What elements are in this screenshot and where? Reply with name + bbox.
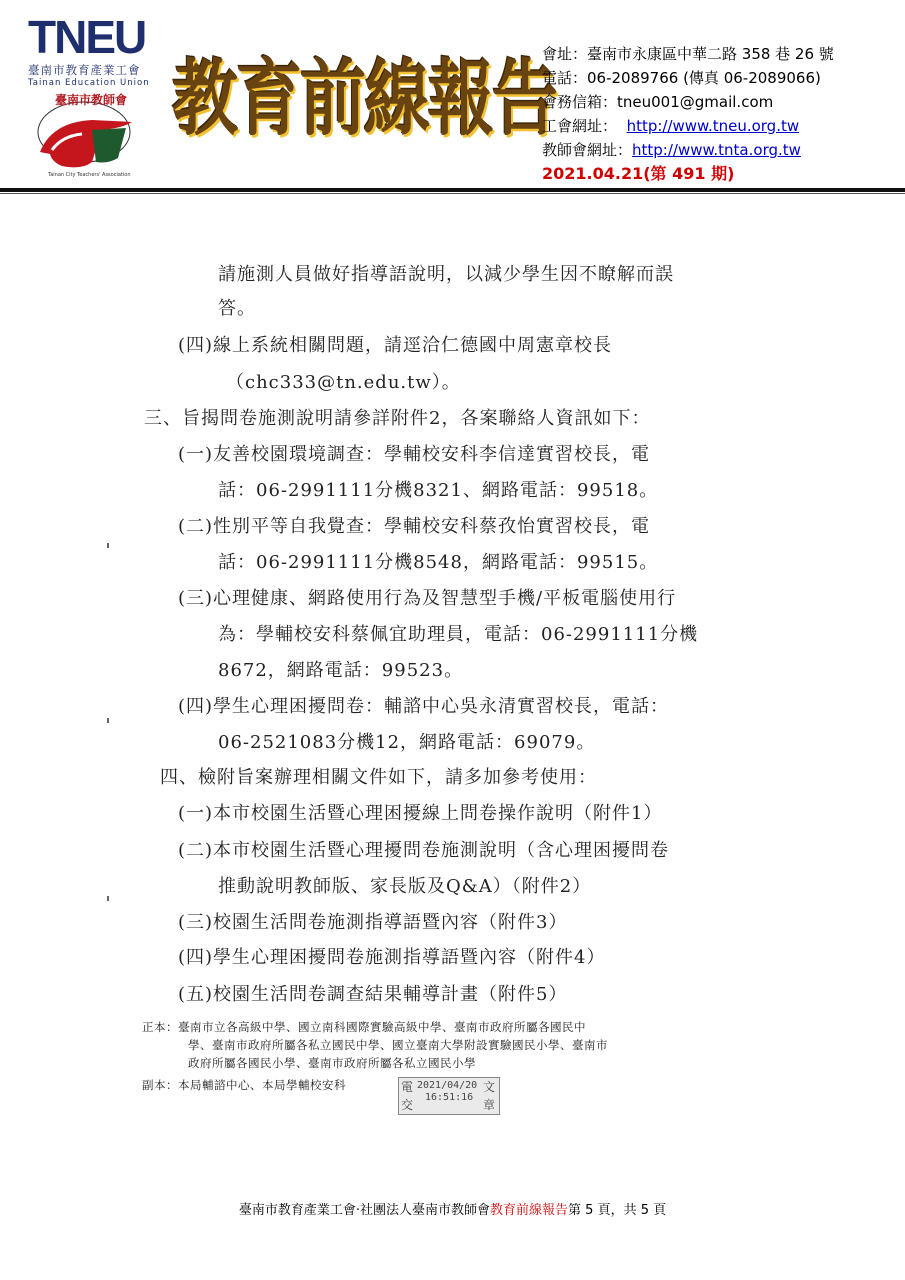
scan-margin-mark [107,718,109,723]
footer-publication: 教育前線報告 [490,1203,569,1218]
electronic-exchange-stamp: 電 交 2021/04/20 16:51:16 文 章 [398,1077,500,1115]
header-divider [0,188,905,192]
footer-page-number: 第 5 頁，共 5 頁 [568,1203,667,1218]
teachers-site-link[interactable]: http://www.tnta.org.tw [632,141,801,159]
scan-margin-mark [107,543,109,548]
teachers-site-row: 教師會網址：http://www.tnta.org.tw [542,141,801,159]
phone: 電話：06-2089766 (傳真 06-2089066) [542,69,821,87]
doc-line: (一)友善校園環境調查：學輔校安科李信達實習校長，電 [178,444,651,465]
doc-line: 答。 [218,298,256,319]
teachers-association-logo [22,92,152,180]
cc-line: 政府所屬各國民小學、臺南市政府所屬各私立國民小學 [188,1056,476,1070]
cc-line: 副本：本局輔諮中心、本局學輔校安科 [142,1078,346,1092]
doc-line: 8672，網路電話：99523。 [218,660,464,681]
doc-line: (三)校園生活問卷施測指導語暨內容（附件3） [178,912,568,933]
doc-line: 四、檢附旨案辦理相關文件如下，請多加參考使用： [160,767,597,788]
tneu-english-name: Tainan Education Union [28,78,150,88]
address: 會址：臺南市永康區中華二路 358 巷 26 號 [542,45,834,63]
contact-block [542,42,834,186]
issue-date: 2021.04.21(第 491 期) [542,164,735,183]
doc-line: (二)本市校園生活暨心理擾問卷施測說明（含心理困擾問卷 [178,840,670,861]
union-site-link[interactable]: http://www.tneu.org.tw [626,117,800,135]
doc-line: (四)學生心理困擾問卷施測指導語暨內容（附件4） [178,947,606,968]
doc-line: (四)線上系統相關問題，請逕洽仁德國中周憲章校長 [178,335,613,356]
cc-line: 學、臺南市政府所屬各私立國民中學、國立臺南大學附設實驗國民小學、臺南市 [188,1038,608,1052]
newsletter-title: 教育前線報告 [172,49,556,147]
doc-line: 推動說明教師版、家長版及Q&A）（附件2） [218,876,592,897]
doc-line: (二)性別平等自我覺查：學輔校安科蔡孜怡實習校長，電 [178,516,651,537]
header-divider-thin [0,193,905,194]
page-header [0,0,905,196]
email: tneu001@gmail.com [617,93,774,111]
scan-margin-mark [107,896,109,901]
teachers-logo-en: Tainan City Teachers' Association [48,172,131,178]
doc-line: 話：06-2991111分機8321、網路電話：99518。 [218,480,659,501]
cc-line: 正本：臺南市立各高級中學、國立南科國際實驗高級中學、臺南市政府所屬各國民中 [142,1020,586,1034]
doc-line: 06-2521083分機12，網路電話：69079。 [218,732,596,753]
tneu-logo [28,11,152,88]
doc-line: (四)學生心理困擾問卷：輔諮中心吳永清實習校長，電話： [178,696,670,717]
teachers-logo-cn: 臺南市教師會 [55,93,128,107]
doc-line: 三、旨揭問卷施測說明請參詳附件2，各案聯絡人資訊如下： [144,408,651,429]
doc-line: 為：學輔校安科蔡佩宜助理員，電話：06-2991111分機 [218,624,699,645]
doc-line: 話：06-2991111分機8548，網路電話：99515。 [218,552,659,573]
footer-org: 臺南市教育產業工會‧社團法人臺南市教師會 [238,1203,491,1218]
page-footer [0,1199,905,1218]
union-site-row: 工會網址： http://www.tneu.org.tw [542,117,800,135]
email-row: 會務信箱：tneu001@gmail.com [542,93,774,111]
tneu-chinese-name: 臺南市教育產業工會 [28,63,141,77]
doc-line: 請施測人員做好指導語說明，以減少學生因不瞭解而誤 [218,264,674,285]
doc-line: （chc333@tn.edu.tw）。 [226,372,461,393]
doc-line: (五)校園生活問卷調查結果輔導計畫（附件5） [178,984,568,1005]
doc-line: (一)本市校園生活暨心理困擾線上問卷操作說明（附件1） [178,803,663,824]
tneu-wordmark: TNEU [28,11,146,63]
doc-line: (三)心理健康、網路使用行為及智慧型手機/平板電腦使用行 [178,588,677,609]
